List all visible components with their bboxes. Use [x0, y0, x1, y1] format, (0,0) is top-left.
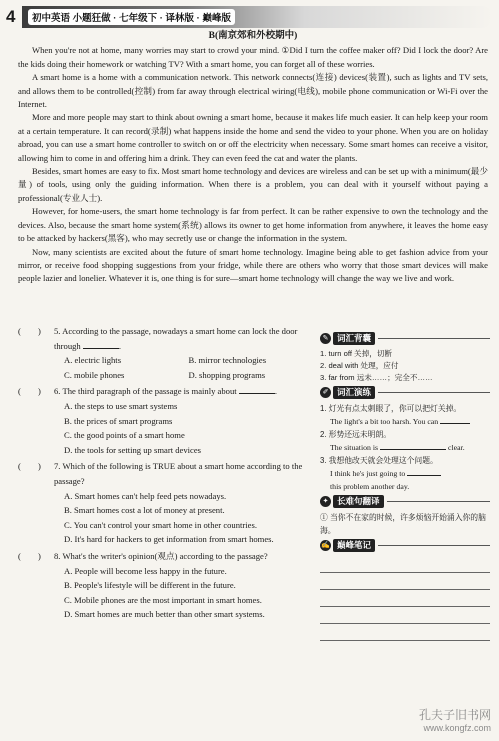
option-c: C. the good points of a smart home: [64, 430, 185, 441]
answer-blank: [83, 340, 119, 349]
paragraph-3: More and more people may start to think about owning a smart home, because it makes life much easier. It can help keep your room at a certain temperature. It can record(录制) what happens inside the home and send the video to your phone. When you are on holiday abroad, you can use a smart home controller to switch on or off the electricity when necessary. Some smart homes can receive a visitor, allowing him to come in and offering him a drink. They can even feed the cat and water the plants.: [18, 112, 488, 163]
page-header: [6, 6, 493, 28]
notes-title: 巅峰笔记: [333, 539, 375, 552]
vocab-item: 1. turn off 关掉，切断: [320, 349, 393, 358]
option-d: D. shopping programs: [188, 369, 266, 380]
answer-bracket[interactable]: ( ): [18, 550, 41, 561]
option-a: A. Smart homes can't help feed pets nowadays.: [64, 490, 227, 501]
header-bar: [22, 6, 493, 28]
answer-bracket[interactable]: ( ): [18, 326, 41, 336]
study-sidebar: [320, 330, 490, 641]
question-stem: 8. What's the writer's opinion(观点) according to the passage?: [54, 550, 268, 561]
question-8: [18, 549, 313, 622]
option-d: D. Smart homes are much better than other smart systems.: [64, 609, 265, 620]
option-a: A. the steps to use smart systems: [64, 400, 178, 411]
option-b: B. mirror technologies: [188, 355, 267, 366]
option-d: D. the tools for setting up smart devices: [64, 444, 201, 455]
option-a: A. electric lights: [64, 355, 122, 366]
notes-header: [320, 539, 490, 552]
fill-blank[interactable]: [380, 441, 446, 450]
translate-title: 长难句翻译: [333, 495, 384, 508]
drill-title: 词汇演练: [333, 386, 375, 399]
paragraph-2: A smart home is a home with a communication network. This network connects(连接) devices(装置), such as lights and TV sets, and allows them to be controlled(控制) from far away through electrical wiring(电线), mobile phone communication or Wi-Fi over the Internet.: [18, 72, 488, 110]
notes-area[interactable]: [320, 556, 490, 641]
option-c: C. You can't control your smart home in other countries.: [64, 519, 257, 530]
passage-title: B(南京郊和外校期中): [208, 31, 298, 41]
answer-bracket[interactable]: ( ): [18, 386, 41, 397]
translate-header: [320, 495, 490, 508]
page-number: 4: [6, 7, 16, 26]
option-c: C. Mobile phones are the most important in smart homes.: [64, 594, 262, 605]
question-5: ( ) 5. According to the passage, nowadays a smart home can lock the door through . A. electric lights B. mirror technologies C. mobile phones D. shopping programs: [18, 324, 313, 382]
answer-bracket[interactable]: ( ): [18, 461, 41, 472]
option-b: B. Smart homes cost a lot of money at present.: [64, 505, 225, 516]
question-7: [18, 459, 313, 547]
note-icon: ✍: [321, 542, 330, 549]
answer-blank: [239, 385, 275, 394]
question-list: [18, 324, 313, 624]
pencil-icon: ✐: [320, 387, 331, 398]
question-6: ( ) 6. The third paragraph of the passage is mainly about . A. the steps to use smart systems B. the prices of smart programs C. the good points of a smart home D. the tools for setting up smart devices: [18, 384, 313, 457]
fill-blank[interactable]: [407, 467, 441, 476]
translate-text: ① 当你不在家的时候，许多烦恼开始涌入你的脑海。: [320, 513, 486, 535]
vocab-item: 2. deal with 处理，应付: [320, 361, 399, 370]
question-stem: 5. According to the passage, nowadays a smart home can lock the door through: [54, 326, 298, 351]
question-stem: 7. Which of the following is TRUE about a smart home according to the passage?: [54, 461, 303, 486]
question-stem: 6. The third paragraph of the passage is mainly about: [54, 386, 237, 397]
vocab-title: 词汇背囊: [333, 332, 375, 345]
option-a: A. People will become less happy in the future.: [64, 565, 227, 576]
reading-passage: [18, 30, 488, 286]
drill-item-2: 2. 形势还远未明朗。 The situation is clear.: [320, 430, 465, 452]
drill-item-1: 1. 灯光有点太刺眼了，你可以把灯关掉。 The light's a bit too harsh. You can: [320, 402, 490, 428]
book-icon: ✎: [320, 333, 331, 344]
watermark: 孔夫子旧书网 www.kongfz.com: [418, 708, 491, 733]
option-b: B. the prices of smart programs: [64, 415, 173, 426]
option-d: D. It's hard for hackers to get information from smart homes.: [64, 534, 274, 545]
paragraph-4: Besides, smart homes are easy to fix. Most smart home technology and devices are wireless and can be set up with a minimum(最少量) of tools, using only the guiding information. When there is a problem, you can deal with it yourself without paying a professional(专业人士).: [18, 166, 488, 203]
vocab-header: [320, 332, 490, 345]
translate-icon: ✦: [320, 496, 331, 507]
drill-header: [320, 386, 490, 399]
paragraph-6: Now, many scientists are excited about the future of smart home technology. Imagine being able to get fashion advice from your mirror, or receive food shopping suggestions from your fridge, while there are others who worry that those smart devices will make people lazier and lonelier. Whatever it is, one thing is for sure—smart home technology will change the way we live and work.: [18, 246, 488, 284]
paragraph-5: However, for home-users, the smart home technology is far from perfect. It can be rather expensive to own the technology and the devices. Also, because the smart home system(系统) allows its owner to get home information from anywhere, it leaves the home easy to be attacked by hackers(黑客), who may secretly use or change the information in the system.: [18, 206, 488, 244]
paragraph-1: When you're not at home, many worries may start to crowd your mind. ①Did I turn the coffee maker off? Did I lock the door? Are the kids doing their homework or watching TV? With a smart home, you can forget all of these worries.: [18, 45, 488, 69]
fill-blank[interactable]: [440, 415, 470, 424]
option-b: B. People's lifestyle will be different in the future.: [64, 580, 236, 591]
vocab-item: 3. far from 远未……；完全不……: [320, 373, 433, 382]
option-c: C. mobile phones: [64, 369, 125, 380]
drill-item-3: 3. 我想他改天就会处理这个问题。 I think he's just going to this problem another day.: [320, 454, 490, 493]
book-title: 初中英语 小题狂做 · 七年级下 · 译林版 · 巅峰版: [28, 9, 235, 25]
